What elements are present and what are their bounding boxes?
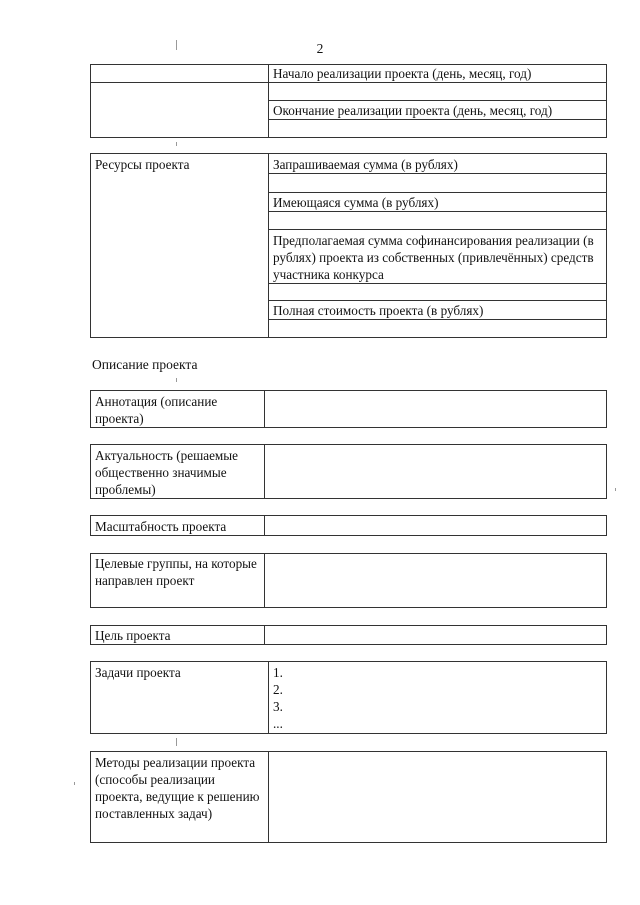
cofinancing-sum-value[interactable]: [269, 284, 607, 301]
tasks-value[interactable]: [269, 662, 607, 734]
scale-label: Масштабность проекта: [91, 516, 265, 536]
tasks-table: [90, 661, 607, 734]
relevance-table: [90, 444, 607, 499]
goal-table: [90, 625, 607, 645]
page-number: 2: [316, 41, 324, 56]
available-sum-value[interactable]: [269, 212, 607, 230]
relevance-value[interactable]: [265, 445, 607, 499]
requested-sum-label: Запрашиваемая сумма (в рублях): [269, 154, 607, 174]
end-date-value[interactable]: [269, 120, 607, 138]
start-date-value[interactable]: [269, 83, 607, 101]
resources-label: Ресурсы проекта: [91, 154, 269, 338]
task-item-4: ...: [273, 716, 283, 731]
target-groups-value[interactable]: [265, 554, 607, 608]
task-item-1: 1.: [273, 665, 283, 680]
resources-table: [90, 153, 607, 338]
start-date-label: Начало реализации проекта (день, месяц, год): [269, 65, 607, 83]
annotation-label: Аннотация (описание проекта): [91, 391, 265, 428]
section-title: Описание проекта: [92, 357, 198, 372]
available-sum-label: Имеющаяся сумма (в рублях): [269, 193, 607, 212]
tasks-label: Задачи проекта: [91, 662, 269, 734]
target-groups-label: Целевые группы, на которые направлен проект: [91, 554, 265, 608]
target-groups-table: [90, 553, 607, 608]
methods-table: [90, 751, 607, 843]
goal-label: Цель проекта: [91, 626, 265, 645]
requested-sum-value[interactable]: [269, 174, 607, 193]
task-item-2: 2.: [273, 682, 283, 697]
total-cost-value[interactable]: [269, 320, 607, 338]
task-item-3: 3.: [273, 699, 283, 714]
methods-value[interactable]: [269, 752, 607, 843]
relevance-label: Актуальность (решаемые общественно значимые проблемы): [91, 445, 265, 499]
cofinancing-sum-label: Предполагаемая сумма софинансирования реализации (в рублях) проекта из собственных (привлечённых) средств участника конкурса: [269, 230, 607, 284]
end-date-label: Окончание реализации проекта (день, месяц, год): [269, 101, 607, 120]
total-cost-label: Полная стоимость проекта (в рублях): [269, 301, 607, 320]
scale-table: [90, 515, 607, 536]
dates-table: [90, 64, 607, 138]
dates-empty-cell-top: [91, 65, 269, 83]
annotation-table: [90, 390, 607, 428]
scale-value[interactable]: [265, 516, 607, 536]
methods-label: Методы реализации проекта (способы реализации проекта, ведущие к решению поставленных задач): [91, 752, 269, 843]
annotation-value[interactable]: [265, 391, 607, 428]
goal-value[interactable]: [265, 626, 607, 645]
dates-empty-cell: [91, 83, 269, 138]
